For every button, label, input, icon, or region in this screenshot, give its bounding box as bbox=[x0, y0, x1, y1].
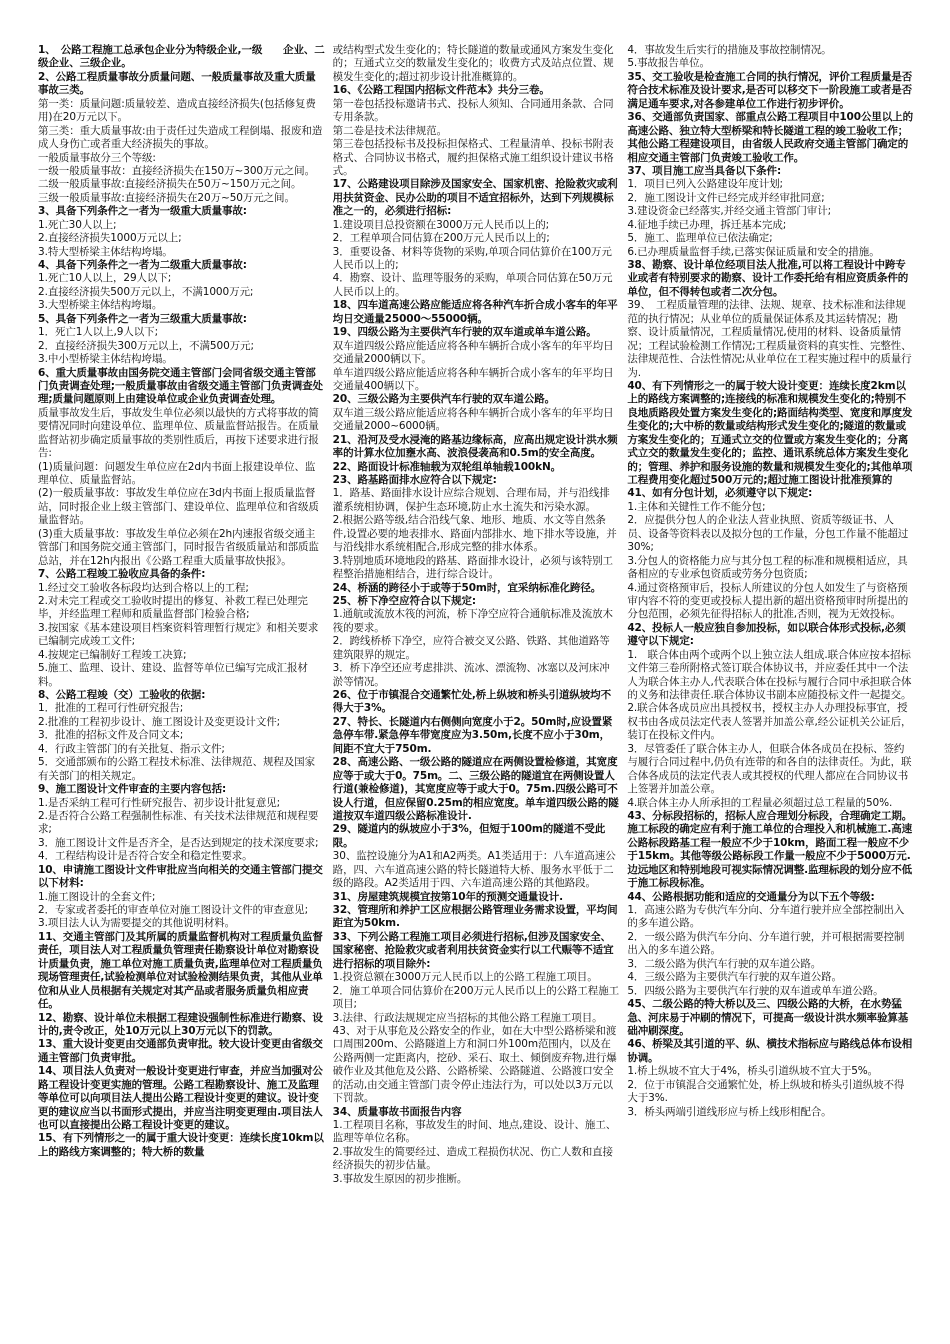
section-heading: 17、公路建设项目除涉及国家安全、国家机密、抢险救灾或利用扶贫资金、民办公助的项目不适宜招标外，达到下列规模标准之一的，必须进行招标: bbox=[332, 178, 618, 218]
section-heading: 18、四车道高速公路应能适应将各种汽车折合成小客车的年平均日交通量25000～55000辆。 bbox=[332, 299, 618, 325]
body-paragraph: 2.直接经济损失500万元以上，不满1000万元; bbox=[38, 285, 254, 298]
body-paragraph: 质量事故发生后，事故发生单位必须以最快的方式将事故的简要情况同时向建设单位、监理单位、质量监督站报告。在质量监督站初步确定质量事故的类别性质后，再按下述要求进行报告: bbox=[38, 406, 319, 460]
body-paragraph: 2．施工图设计文件已经完成并经审批同意; bbox=[627, 191, 825, 204]
section-heading: 27、特长、长隧道内右侧侧向宽度小于2。50m时,应设置紧急停车带.紧急停车带宽度应为3.50m,长度不应小于30m，间距不宜大于750m. bbox=[332, 715, 613, 755]
body-paragraph: 1.经过交工验收各标段均达到合格以上的工程; bbox=[38, 581, 249, 594]
section-heading: 33、下列公路工程施工项目必须进行招标,但涉及国家安全、国家秘密、抢险救灾或者利用扶贫资金实行以工代赈等不适宜进行招标的项目除外: bbox=[332, 930, 614, 970]
section-heading: 1、 公路工程施工总承包企业分为特级企业,一级 企业、二级企业、三级企业。 bbox=[38, 44, 325, 70]
section-heading: 16、《公路工程国内招标文件范本》共分三卷。 bbox=[332, 84, 550, 97]
body-paragraph: 3．尽管委任了联合体主办人，但联合体各成员在投标、签约与履行合同过程中,仍负有连带的和各自的法律责任。为此，联合体各成员的法定代表人或其授权的代理人都应在合同协议书上签署并加盖公章。 bbox=[627, 742, 912, 796]
body-paragraph: 一级一般质量事故：直接经济损失在150万~300万元之间。 bbox=[38, 164, 315, 177]
body-paragraph: 1. 联合体由两个或两个以上独立法人组成.联合体应按本招标文件第三卷所附格式签订联合体协议书，并应委任其中一个法人为联合体主办人,代表联合体在投标与履行合同中承担联合体的义务和法律责任.联合体协议书副本应随投标文件一起提交。 bbox=[627, 648, 912, 701]
body-paragraph: 3.按国家《基本建设项目档案资料管理暂行规定》和相关要求已编制完成竣工文件; bbox=[38, 621, 319, 648]
body-paragraph: (3)重大质量事故：事故发生单位必须在2h内速报省级交通主管部门和国务院交通主管部门，同时报告省级质量站和部质监总站，并在12h内报出《公路工程重大质量事故快报》。 bbox=[38, 527, 319, 567]
body-paragraph: 2.根据公路等级,结合沿线气象、地形、地质、水文等自然条件,设置必要的地表排水、路面内部排水、地下排水等设施，并与沿线排水系统相配合,形成完整的排水体系。 bbox=[332, 514, 617, 554]
body-paragraph: 3.事故发生原因的初步推断。 bbox=[332, 1172, 468, 1185]
section-heading: 19、四级公路为主要供汽车行驶的双车道或单车道公路。 bbox=[332, 326, 597, 339]
body-paragraph: 39、 工程质量管理的法律、法规、规章、技术标准和法律规范的执行情况；从业单位的质量保证体系及其运转情况；勘察、设计质量情况，工程质量情况,使用的材料、设备质量情况；工程试验检测工作情况;工程质量资料的真实性、完整性、法律规范性、合法性情况;从业单位在工程实施过程中的质量行为. bbox=[627, 299, 912, 379]
body-paragraph: 3．重要设备、材料等货物的采购,单项合同估算价在100万元人民币以上的; bbox=[332, 245, 612, 271]
body-paragraph: 1.投资总额在3000万元人民币以上的公路工程施工项目。 bbox=[332, 971, 598, 984]
body-paragraph: 1.死亡10人以上，29人以下; bbox=[38, 272, 172, 285]
section-heading: 40、有下列情形之一的属于较大设计变更：连续长度2km以上的路线方案调整的;连接线的标准和规模发生变化的;特别不良地质路段处置方案发生变化的;路面结构类型、宽度和厚度发生变化的;大中桥的数量或结构形式发生变化的;隧道的数量或方案发生变化的；互通式立交的位置或方案发生变化的；分离式立交的数量发生变化的；监控、通讯系统总体方案发生变化的；管理、养护和服务设施的数量和规模发生变化的;其他单项工程费用变化超过500万元的;超过施工图设计批准预算的 bbox=[627, 379, 913, 486]
body-paragraph: 4.通过资格预审后，投标人所建议的分包人如发生了与资格预审内容不符的变更或投标人提出新的超出资格预审时所提出的分包范围，必须先征得招标人的批准,否则，视为无效投标。 bbox=[627, 581, 909, 621]
body-paragraph: 3.大型桥梁主体结构垮塌。 bbox=[38, 299, 163, 312]
body-paragraph: 1．高速公路为专供汽车分向、分车道行驶并应全部控制出入的多车道公路。 bbox=[627, 904, 905, 930]
section-heading: 24、桥涵的跨径小于或等于50m时，宜采纳标准化跨径。 bbox=[332, 581, 602, 594]
body-paragraph: 5.事故报告单位。 bbox=[627, 57, 710, 70]
body-paragraph: 2．直接经济损失300万元以上，不满500万元; bbox=[38, 339, 254, 352]
section-heading: 22、路面设计标准轴载为双轮组单轴载100kN。 bbox=[332, 460, 562, 473]
body-paragraph: 1.建设项目总投资额在3000万元人民币以上的; bbox=[332, 218, 550, 231]
body-paragraph: 4．工程结构设计是否符合安全和稳定性要求。 bbox=[38, 850, 253, 863]
body-paragraph: 1．路基、路面排水设计应综合规划、合理布局，并与沿线排灌系统相协调，保护生态环境,防止水土流失和污染水源。 bbox=[332, 487, 610, 513]
section-heading: 9、施工图设计文件审查的主要内容包括: bbox=[38, 783, 227, 796]
body-paragraph: 2.对未完工程或交工验收时提出的修复、补救工程已处理完毕，并经监理工程师和质量监督部门检验合格; bbox=[38, 594, 308, 621]
body-paragraph: 3.建设资金已经落实,并经交通主管部门审计; bbox=[627, 205, 832, 218]
body-paragraph: 1．死亡1人以上,9人以下; bbox=[38, 326, 159, 339]
body-paragraph: 2．位于市镇混合交通繁忙处，桥上纵坡和桥头引道纵坡不得大于3%. bbox=[627, 1078, 905, 1105]
body-paragraph: 1.死亡30人以上; bbox=[38, 218, 117, 231]
body-paragraph: 30、监控设施分为A1和A2两类。A1类适用于：八车道高速公路，四、六车道高速公路的特长隧道特大桥、服务水平低于二级的路段。A2类适用于四、六车道高速公路的其他路段。 bbox=[332, 850, 616, 890]
body-paragraph: 3．桥下净空还应考虑排洪、流冰、漂流物、冰塞以及河床冲淤等情况。 bbox=[332, 662, 610, 688]
body-paragraph: 1．批准的工程可行性研究报告; bbox=[38, 702, 184, 715]
body-paragraph: 5．施工、监理单位已依法确定; bbox=[627, 232, 773, 245]
body-paragraph: (2)一般质量事故：事故发生单位应在3d内书面上报质量监督站，同时报企业上级主管部门、建设单位、监理单位和省级质量监督站。 bbox=[38, 487, 319, 527]
body-paragraph: 4．行政主管部门的有关批复、指示文件; bbox=[38, 742, 225, 755]
section-heading: 23、路基路面排水应符合以下规定: bbox=[332, 474, 497, 486]
body-paragraph: 43、对于从事危及公路安全的作业，如在大中型公路桥梁和渡口周围200m、公路隧道上方和洞口外100m范围内，以及在公路两侧一定距离内，挖砂、采石、取土、倾倒废弃物,进行爆破作业及其他危及公路、公路桥梁、公路隧道、公路渡口安全的活动,由交通主管部门责令停止违法行为，可以处以3万元以下罚款。 bbox=[332, 1024, 617, 1105]
body-paragraph: 2.事故发生的简要经过、造成工程损伤状况、伤亡人数和直接经济损失的初步估量。 bbox=[332, 1145, 613, 1172]
body-paragraph: 双车道三级公路应能适应将各种车辆折合成小客车的年平均日交通量2000~6000辆。 bbox=[332, 406, 614, 433]
text-column-right bbox=[627, 44, 914, 1314]
body-paragraph: 2.批准的工程初步设计、施工图设计及变更设计文件; bbox=[38, 715, 281, 728]
body-paragraph: (1)质量问题：问题发生单位应在2d内书面上报建设单位、监理单位、质量监督站。 bbox=[38, 460, 316, 486]
body-paragraph: 3．施工图设计文件是否齐全，是否达到规定的技术深度要求; bbox=[38, 836, 319, 849]
section-heading: 5、具备下列条件之一者为三级重大质量事故: bbox=[38, 312, 247, 325]
body-paragraph: 6.已办理质量监督手续,已落实保证质量和安全的措施。 bbox=[627, 245, 880, 258]
section-heading: 10、申请施工图设计文件审批应当向相关的交通主管部门提交以下材料: bbox=[38, 863, 323, 890]
body-paragraph: 4．事故发生后实行的措施及事故控制情况。 bbox=[627, 44, 832, 56]
section-heading: 31、房屋建筑规模宜按第10年的预测交通量设计. bbox=[332, 890, 563, 903]
body-paragraph: 一般质量事故分三个等级: bbox=[38, 151, 156, 164]
section-heading: 14、项目法人负责对一般设计变更进行审查，并应当加强对公路工程设计变更实施的管理。公路工程勘察设计、施工及监理等单位可以向项目法人提出公路工程设计变更的建议。设计变更的建议应当以书面形式提出，并应当注明变更理由.项目法人也可以直接提出公路工程设计变更的建议。 bbox=[38, 1065, 323, 1131]
body-paragraph: 1.施工图设计的全套文件; bbox=[38, 890, 156, 903]
body-paragraph: 双车道四级公路应能适应将各种车辆折合成小客车的年平均日交通量2000辆以下。 bbox=[332, 339, 614, 366]
section-heading: 42、投标人一般应独自参加投标，如以联合体形式投标,必须遵守以下规定: bbox=[627, 621, 906, 648]
section-heading: 8、公路工程竣（交）工验收的依据: bbox=[38, 689, 206, 701]
body-paragraph: 1.桥上纵坡不宜大于4%，桥头引道纵坡不宜大于5%。 bbox=[627, 1065, 879, 1078]
section-heading: 36、交通部负责国家、部重点公路工程项目中100公里以上的高速公路、独立特大型桥梁和特长隧道工程的竣工验收工作；其他公路工程建设项目，由省级人民政府交通主管部门确定的相应交通主管部门负责竣工验收工作。 bbox=[627, 111, 913, 164]
body-paragraph: 第一类：质量问题:质量较差、造成直接经济损失(包括修复费用)在20万元以下。 bbox=[38, 97, 316, 124]
body-paragraph: 2.是否符合公路工程强制性标准、有关技术法律规范和规程要求; bbox=[38, 809, 319, 836]
body-paragraph: 3.分包人的资格能力应与其分包工程的标准和规模相适应，具备相应的专业承包资质或劳务分包资质; bbox=[627, 554, 908, 581]
body-paragraph: 1．项目已列入公路建设年度计划; bbox=[627, 178, 783, 191]
section-heading: 46、桥梁及其引道的平、纵、横技术指标应与路线总体布设相协调。 bbox=[627, 1038, 913, 1064]
body-paragraph: 3．桥头两端引道线形应与桥上线形相配合。 bbox=[627, 1105, 832, 1118]
section-heading: 29、隧道内的纵坡应小于3%，但短于100m的隧道不受此限。 bbox=[332, 823, 606, 849]
body-paragraph: 3．二级公路为供汽车行驶的双车道公路。 bbox=[627, 957, 822, 970]
section-heading: 44、公路根据功能和适应的交通量分为以下五个等级: bbox=[627, 890, 875, 903]
body-paragraph: 2．一级公路为供汽车分向、分车道行驶，并可根据需要控制出入的多车道公路。 bbox=[627, 930, 905, 957]
body-paragraph: 3.特别地质环境地段的路基、路面排水设计，必须与该特别工程整治措施相结合，进行综合设计。 bbox=[332, 554, 613, 581]
body-paragraph: 4.按规定已编制好工程竣工决算; bbox=[38, 648, 187, 661]
body-paragraph: 5．交通部颁布的公路工程技术标准、法律规范、规程及国家有关部门的相关规定。 bbox=[38, 756, 315, 782]
section-heading: 38、勘察、设计单位经项目法人批准,可以将工程设计中跨专业或者有特别要求的勘察、设计工作委托给有相应资质条件的单位，但不得转包或者二次分包。 bbox=[627, 259, 909, 298]
body-paragraph: 1.主体和关键性工作不能分包; bbox=[627, 500, 766, 513]
section-heading: 15、有下列情形之一的属于重大设计变更：连续长度10km以上的路线方案调整的；特大桥的数量 bbox=[38, 1132, 324, 1158]
body-paragraph: 3.特大型桥梁主体结构垮塌。 bbox=[38, 245, 173, 258]
body-paragraph: 1.是否采纳工程可行性研究报告、初步设计批复意见; bbox=[38, 796, 281, 809]
body-paragraph: 4.联合体主办人所承担的工程量必须超过总工程量的50%. bbox=[627, 796, 893, 809]
body-paragraph: 3.项目法人认为需要提交的其他说明材料。 bbox=[38, 917, 236, 930]
section-heading: 41、如有分包计划，必须遵守以下规定: bbox=[627, 487, 813, 500]
section-heading: 43、分标段招标的，招标人应合理划分标段，合理确定工期。施工标段的确定应有利于施工单位的合理投入和机械施工.高速公路标段路基工程一般应不少于10km，路面工程一般应不少于15km。其他等级公路标段工作量一般应不少于5000万元.边远地区和特别地段可视实际情况调整.监理标段的划分应不低于施工标段标准。 bbox=[627, 809, 913, 890]
body-paragraph: 第一卷包括投标邀请书式、投标人须知、合同通用条款、合同专用条款。 bbox=[332, 97, 614, 124]
body-paragraph: 4．勘察、设计、监理等服务的采购，单项合同估算在50万元人民币以上的。 bbox=[332, 272, 613, 298]
text-column-left bbox=[38, 44, 325, 1314]
section-heading: 13、重大设计变更由交通部负责审批。较大设计变更由省级交通主管部门负责审批。 bbox=[38, 1038, 323, 1064]
body-paragraph: 2．施工单项合同估算价在200万元人民币以上的公路工程施工项目; bbox=[332, 984, 619, 1011]
section-heading: 32、管理所和养护工区应根据公路管理业务需求设置，平均间距宜为50km. bbox=[332, 904, 618, 930]
section-heading: 26、位于市镇混合交通繁忙处,桥上纵坡和桥头引道纵坡均不得大于3%。 bbox=[332, 689, 611, 715]
body-paragraph: 第三卷包括投标书及投标担保格式、工程量清单、投标书附表格式、合同协议书格式，履约担保格式施工组织设计建议书格式。 bbox=[332, 138, 614, 177]
body-paragraph: 5.施工、监理、设计、建设、监督等单位已编写完成汇报材料。 bbox=[38, 662, 308, 688]
body-paragraph: 3．批准的招标文件及合同文本; bbox=[38, 729, 184, 742]
body-paragraph: 4．三级公路为主要供汽车行驶的双车道公路。 bbox=[627, 971, 842, 984]
section-heading: 34、质量事故书面报告内容 bbox=[332, 1105, 462, 1118]
section-heading: 21、沿河及受水浸淹的路基边缘标高，应高出规定设计洪水频率的计算水位加壅水高、波浪侵袭高和0.5m的安全高度。 bbox=[332, 433, 618, 460]
body-paragraph: 2．工程单项合同估算在200万元人民币以上的; bbox=[332, 232, 550, 245]
body-paragraph: 2．跨线桥桥下净空，应符合被交叉公路、铁路、其他道路等建筑限界的规定。 bbox=[332, 635, 610, 661]
body-paragraph: 单车道四级公路应能适应将各种车辆折合成小客车的年平均日交通量400辆以下。 bbox=[332, 366, 614, 392]
body-paragraph: 2.直接经济损失1000万元以上; bbox=[38, 232, 182, 245]
body-paragraph: 4.征地手续已办理，拆迁基本完成; bbox=[627, 218, 787, 231]
section-heading: 45、二级公路的特大桥以及三、四级公路的大桥，在水势猛急、河床易于冲刷的情况下，可提高一级设计洪水频率验算基础冲刷深度。 bbox=[627, 998, 909, 1037]
section-heading: 6、重大质量事故由国务院交通主管部门会同省级交通主管部门负责调查处理;一般质量事故由省级交通主管部门负责调查处理;质量问题原则上由建设单位或企业负责调查处理。 bbox=[38, 366, 323, 406]
section-heading: 11、交通主管部门及其所属的质量监督机构对工程质量负监督责任，项目法人对工程质量负管理责任勘察设计单位对勘察设计质量负责，施工单位对施工质量负责,监理单位对工程质量负现场管理责任,试验检测单位对试验检测结果负责，其他从业单位和从业人员根据有关规定对其产品或者服务质量负相应责任。 bbox=[38, 930, 323, 1011]
section-heading: 25、桥下净空应符合以下规定: bbox=[332, 594, 476, 607]
section-heading: 37、项目施工应当具备以下条件: bbox=[627, 164, 782, 177]
body-paragraph: 1.工程项目名称，事故发生的时间、地点,建设、设计、施工、监理等单位名称。 bbox=[332, 1119, 617, 1145]
document-page bbox=[38, 44, 914, 1314]
body-paragraph: 三级一般质量事故:直接经济损失在20万~50万元之间。 bbox=[38, 191, 295, 204]
body-paragraph: 2.联合体各成员应出具授权书，授权主办人办理投标事宜，授权书由各成员法定代表人签署并加盖公章,经公证机关公证后，装订在投标文件内。 bbox=[627, 702, 912, 742]
section-heading: 2、公路工程质量事故分质量问题、一般质量事故及重大质量事故三类。 bbox=[38, 70, 316, 97]
body-paragraph: 2．应提供分包人的企业法人营业执照、资质等级证书、人员、设备等资料表以及拟分包的工作量，分包工作量不能超过30%; bbox=[627, 514, 909, 554]
body-paragraph: 二级一般质量事故:直接经济损失在50万~150万元之间。 bbox=[38, 178, 302, 191]
text-column-middle bbox=[333, 44, 620, 1314]
body-paragraph: 5．四级公路为主要供汽车行驶的双车道或单车道公路。 bbox=[627, 984, 884, 997]
section-heading: 35、交工验收是检查施工合同的执行情况，评价工程质量是否符合技术标准及设计要求,是否可以移交下一阶段施工或者是否满足通车要求,对各参建单位工作进行初步评价。 bbox=[627, 70, 913, 110]
body-paragraph: 2．专家或者委托的审查单位对施工图设计文件的审查意见; bbox=[38, 904, 309, 916]
body-paragraph: 3.法律、行政法规规定应当招标的其他公路工程施工项目。 bbox=[332, 1011, 603, 1024]
body-paragraph: 1.通航或流放木筏的河流，桥下净空应符合通航标准及流放木筏的要求。 bbox=[332, 608, 613, 634]
section-heading: 12、勘察、设计单位未根据工程建设强制性标准进行勘察、设计的,责令改正，处10万元以上30万元以下的罚款。 bbox=[38, 1011, 323, 1037]
section-heading: 20、三级公路为主要供汽车行驶的双车道公路。 bbox=[332, 393, 556, 406]
body-paragraph: 第二卷是技术法律规范。 bbox=[332, 124, 448, 137]
section-heading: 3、具备下列条件之一者为一级重大质量事故: bbox=[38, 205, 247, 218]
section-heading: 28、高速公路、一级公路的隧道应在两侧设置检修道，其宽度应等于或大于0。75m。二、三级公路的隧道宜在两侧设置人行道(兼检修道)，其宽度应等于或大于0。75m.四级公路可不设人行道，但应保留0.25m的相应宽度。单车道四级公路的隧道按双车道四级公路标准设计. bbox=[332, 756, 619, 822]
section-heading: 7、公路工程竣工验收应具备的条件: bbox=[38, 568, 206, 581]
body-paragraph: 3.中小型桥梁主体结构垮塌。 bbox=[38, 353, 173, 366]
body-paragraph: 第三类：重大质量事故:由于责任过失造成工程倒塌、报废和造成人身伤亡或者重大经济损失的事故。 bbox=[38, 124, 323, 151]
body-paragraph: 或结构型式发生变化的；特长隧道的数量或通风方案发生变化的；互通式立交的数量发生变化的；收费方式及站点位置、规模发生变化的;超过初步设计批准概算的。 bbox=[332, 44, 614, 83]
section-heading: 4、具备下列条件之一者为二级重大质量事故: bbox=[38, 259, 247, 271]
